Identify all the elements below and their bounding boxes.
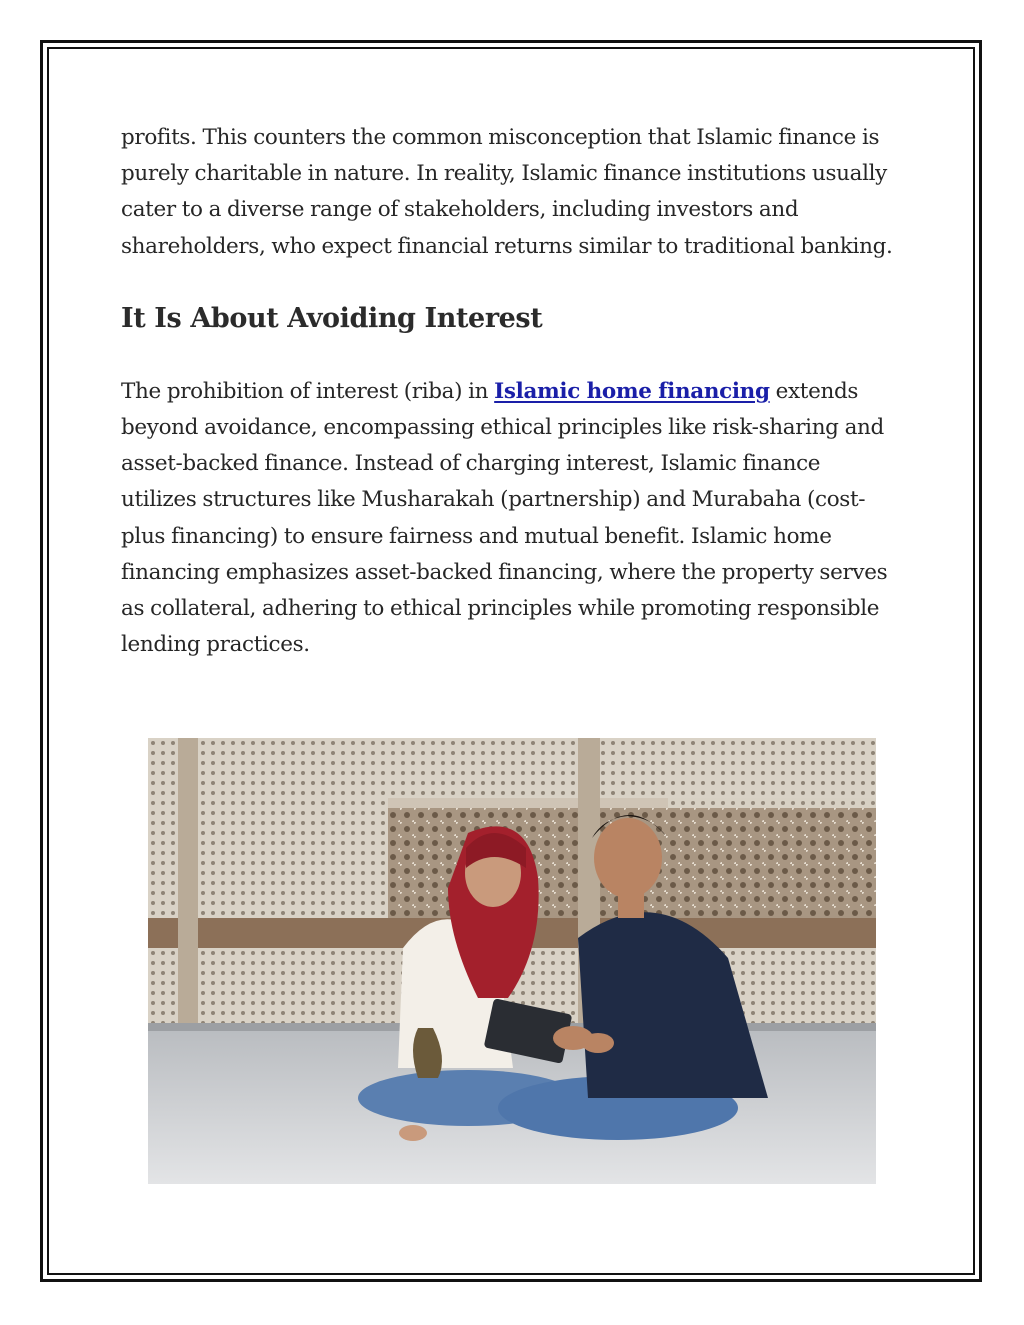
- paragraph-prohibition-body: extends beyond avoidance, encompassing ethical principles like risk-sharing and asset-backed finance. Instead of charging interest, Islamic finance utilizes structures like Musharakah (partnership) and Murabaha (cost-plus financing) to ensure fairness and mutual benefit. Islamic home financing emphasizes asset-backed financing, where the property serves as collateral, adhering to ethical principles while promoting responsible lending practices.: [121, 378, 888, 658]
- islamic-home-financing-link[interactable]: Islamic home financing: [494, 378, 770, 404]
- photo-illustration: [148, 738, 876, 1184]
- document-content: [121, 120, 901, 663]
- paragraph-profits: profits. This counters the common misconception that Islamic finance is purely charitable in nature. In reality, Islamic finance institutions usually cater to a diverse range of stakeholders, including investors and shareholders, who expect financial returns similar to traditional banking.: [121, 125, 893, 259]
- couple-with-tablet-photo: [148, 738, 876, 1184]
- section-heading: It Is About Avoiding Interest: [121, 302, 543, 334]
- paragraph-prohibition-intro: The prohibition of interest (riba) in: [121, 378, 495, 404]
- paragraph-prohibition: [121, 374, 901, 664]
